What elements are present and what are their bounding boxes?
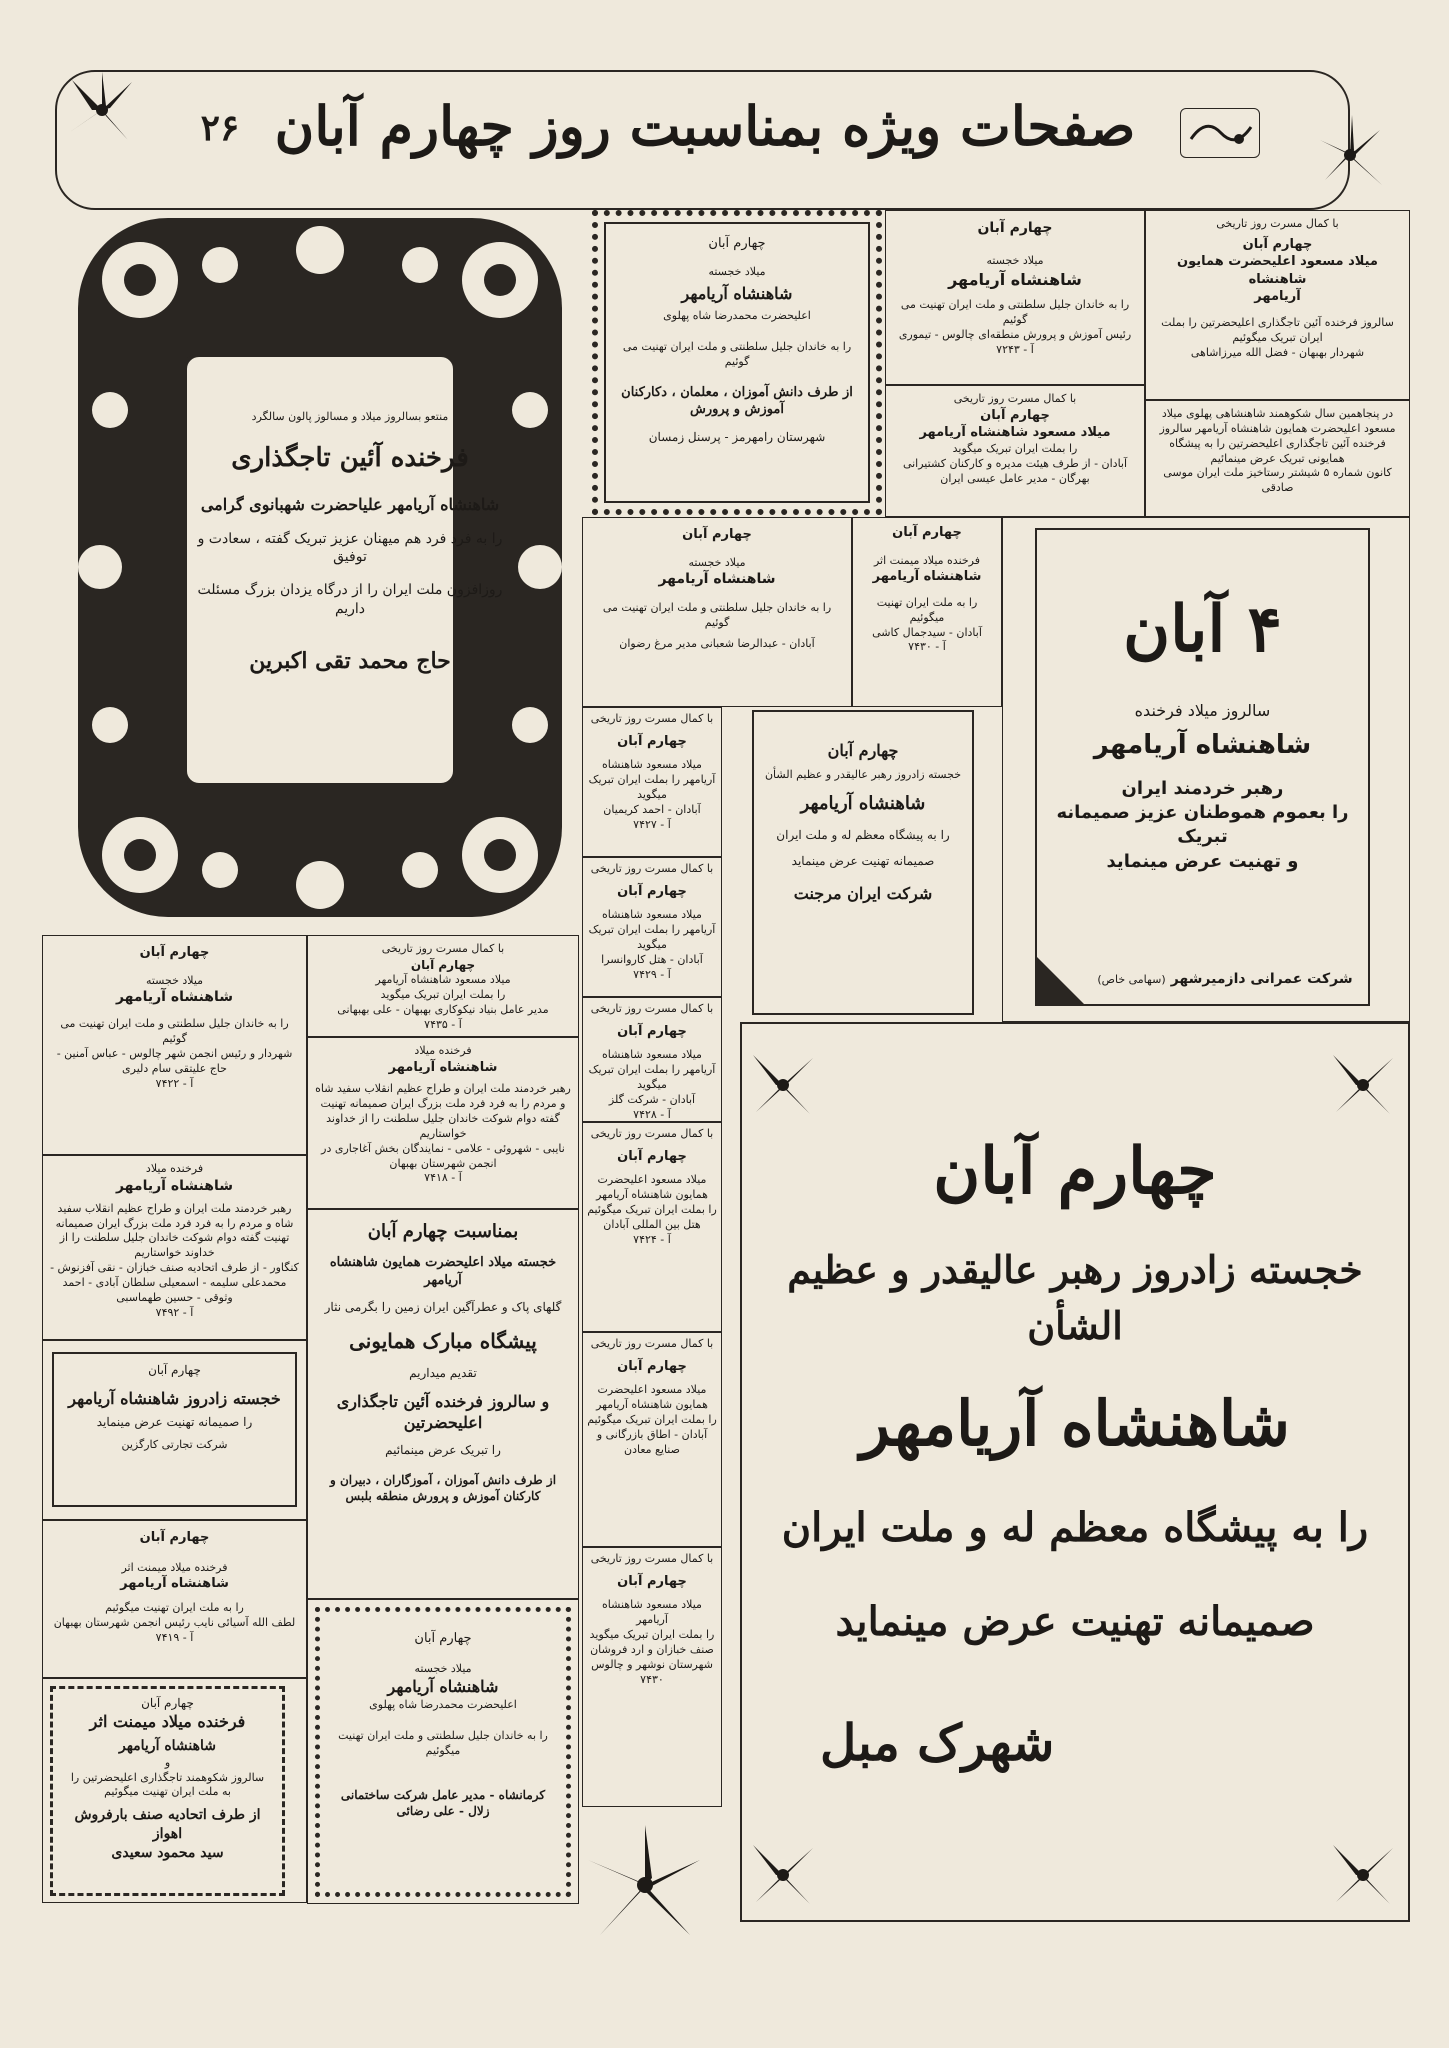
ad-line: آریامهر	[1254, 289, 1301, 305]
ad-line: نایبی - شهروئی - علامی - نمایندگان بخش آغاجاری در انجمن شهرستان بهبهان	[321, 1141, 565, 1170]
ad-box	[852, 517, 1002, 707]
ad-line: آ - ۷۴۲۹	[633, 967, 671, 981]
ad-line: آبادان - احمد کریمیان	[603, 802, 701, 816]
ad-line: شهرستان رامهرمز - پرسنل زمسان	[648, 429, 826, 444]
ad-line: آ - ۷۴۲۴	[633, 1232, 671, 1246]
ad-heading: بمناسبت چهارم آبان	[367, 1221, 519, 1242]
ad-line: را تبریک عرض مینمائیم	[385, 1442, 501, 1457]
ad-line: شهردار و رئیس انجمن شهر چالوس - عباس آمنین - حاج علیتقی سام دلیری	[56, 1046, 293, 1075]
ad-line: آ - ۷۴۲۸	[633, 1107, 671, 1121]
aban-ad-signature	[1090, 968, 1360, 987]
ad-line: چهارم آبان	[977, 220, 1053, 236]
ad-line: را بملت ایران تبریک میگوید صنف خبازان و ارد فروشان شهرستان نوشهر و چالوس	[589, 1628, 715, 1671]
ad-line: میلاد خجسته	[414, 1661, 472, 1675]
ad-line: با کمال مسرت روز تاریخی	[381, 942, 505, 955]
ad-box	[42, 1155, 307, 1340]
ad-box	[307, 935, 579, 1037]
ad-line: رهبر خردمند ملت ایران و طراح عظیم انقلاب سفید شاه و مردم را به فرد فرد ملت بزرگ ایران صمیمانه تهنیت گفته دوام شوکت خاندان جلیل سلطنت را از خداوند خواستاریم	[55, 1201, 294, 1260]
ad-line: را بملت ایران تبریک میگوید	[952, 441, 1078, 455]
ad-signature: کرمانشاه - مدیر عامل شرکت ساختمانی زلال - علی رضائی	[340, 1787, 546, 1818]
aban-ad-corner-triangle-icon	[1035, 955, 1085, 1005]
ad-heading: شاهنشاه آریامهر	[387, 1677, 499, 1697]
ornate-ad-line: را به فرد فرد هم میهنان عزیز تبریک گفته ، سعادت و توفیق	[197, 530, 503, 566]
ad-line: آ - ۷۴۲۷	[633, 817, 671, 831]
ad-line: مدیر عامل بنیاد نیکوکاری بهبهان - علی بهبهانی	[337, 1002, 549, 1016]
ad-line: خجسته زادروز رهبر عالیقدر و عظیم الشأن	[787, 1247, 1363, 1348]
ad-line: پیشگاه مبارک همایونی	[349, 1328, 537, 1353]
ad-line: (سهامی خاص)	[1097, 973, 1166, 986]
page-title: صفحات ویژه بمناسبت روز چهارم آبان	[274, 94, 1136, 158]
ad-line: چهارم آبان	[980, 407, 1050, 423]
ad-line: میلاد مسعود شاهنشاه آریامهر را بملت ایران تبریک میگوید	[588, 908, 716, 952]
ad-line: با کمال مسرت روز تاریخی	[1216, 217, 1339, 230]
ad-box	[885, 210, 1145, 385]
ad-line: سالروز میلاد فرخنده	[1134, 701, 1271, 720]
ad-box	[582, 857, 722, 997]
ad-line: آ - ۷۴۹۲	[155, 1305, 194, 1319]
ad-line: چهارم آبان	[148, 1363, 201, 1377]
small-ads-column	[582, 707, 722, 1807]
ad-box	[885, 385, 1145, 517]
ad-line: چهارم آبان	[892, 525, 962, 540]
ad-heading: شاهنشاه آریامهر	[681, 284, 793, 304]
ad-signature: سید محمود سعیدی	[111, 1844, 224, 1861]
ad-line: میلاد مسعود شاهنشاه آریامهر	[602, 1598, 702, 1627]
ad-line: چهارم آبان	[410, 957, 476, 972]
ad-line: را به ملت ایران تهنیت میگوئیم	[876, 595, 978, 624]
ad-line: آ - ۷۴۱۸	[424, 1171, 462, 1185]
ad-line: و تهنیت عرض مینماید	[1106, 850, 1299, 872]
ad-line: و	[164, 1755, 171, 1769]
ad-line: میلاد مسعود شاهنشاه آریامهر را بملت ایران تبریک میگوید	[588, 1048, 716, 1092]
ad-line: با کمال مسرت روز تاریخی	[590, 1127, 714, 1140]
decorative-flower-icon	[580, 1820, 710, 1950]
ad-line: و سالروز فرخنده آئین تاجگذاری اعلیحضرتین	[336, 1391, 550, 1433]
ornate-ad-line: منتعو بسالروز میلاد و مسالوز پالون سالگرد	[251, 410, 449, 423]
ad-heading: شاهنشاه آریامهر	[115, 1177, 234, 1194]
ad-line: فرخنده میلاد میمنت اثر	[873, 553, 981, 567]
school-ad-text	[612, 235, 862, 445]
ad-line: را به خاندان جلیل سلطنتی و ملت ایران تهنیت می گوئیم	[900, 298, 1130, 327]
ad-line: فرخنده میلاد	[145, 1162, 204, 1175]
ad-line: را به ملت ایران تهنیت میگوئیم	[105, 1600, 244, 1614]
ad-line: آ - ۷۴۳۰	[908, 640, 946, 654]
ad-signature: شرکت ایران مرجنت	[793, 884, 933, 904]
ad-line: را صمیمانه تهنیت عرض مینماید	[96, 1414, 253, 1429]
ad-line: از طرف اتحادیه صنف بارفروش اهواز	[74, 1807, 261, 1843]
ad-line: را به خاندان جلیل سلطنتی و ملت ایران تهنیت می گوئیم	[622, 339, 852, 368]
ad-line: رئیس آموزش و پرورش منطقه‌ای چالوس - تیموری	[898, 328, 1132, 342]
ad-line: چهارم آبان	[139, 945, 210, 960]
big-ad-corner-flower-icon	[1328, 1840, 1398, 1910]
ad-box	[307, 1037, 579, 1209]
ad-line: میلاد خجسته	[688, 555, 746, 569]
ad-line: با کمال مسرت روز تاریخی	[590, 712, 714, 725]
big-ad-text	[780, 1130, 1370, 1776]
ad-line: چهارم آبان	[141, 1696, 194, 1710]
ornate-ad-text	[190, 410, 510, 677]
ad-heading: چهارم آبان	[617, 1358, 687, 1374]
ad-heading: شاهنشاه آریامهر	[948, 269, 1082, 289]
ad-line: میلاد خجسته	[708, 264, 766, 278]
ad-line: آ - ۷۲۴۳	[996, 342, 1034, 356]
ad-heading: چهارم آبان	[617, 1573, 687, 1589]
ad-box	[1145, 210, 1410, 400]
ad-box-dotted	[50, 1686, 285, 1896]
ad-line: چهارم آبان	[827, 741, 899, 760]
ad-heading: شاهنشاه آریامهر	[658, 571, 776, 588]
ad-line: خجسته زادروز رهبر عالیقدر و عظیم الشأن	[764, 767, 962, 781]
ad-line: میلاد خجسته	[145, 973, 204, 987]
ornate-ad-signature: حاج محمد تقی اکبرین	[249, 648, 451, 675]
ad-heading: شاهنشاه آریامهر	[872, 569, 982, 585]
ad-line: آ - ۷۴۱۹	[155, 1630, 194, 1644]
ad-line: فرخنده میلاد میمنت اثر	[121, 1560, 228, 1574]
ad-line: را بملت ایران تبریک میگوید	[380, 987, 506, 1001]
ad-heading: شاهنشاه آریامهر	[120, 1576, 229, 1592]
ad-line: سالروز فرخنده آئین تاجگذاری اعلیحضرتین را بملت ایران تبریک میگوئیم	[1161, 316, 1394, 344]
ad-line: شهردار بهبهان - فضل الله میرزاشاهی	[1190, 345, 1365, 359]
ad-line: را بملت ایران تبریک میگوئیم هتل بین المللی آبادان	[587, 1203, 717, 1231]
ad-heading: چهارم آبان	[617, 733, 687, 749]
ad-heading: چهارم آبان	[617, 883, 687, 899]
ad-line: با کمال مسرت روز تاریخی	[953, 392, 1077, 405]
ad-line: میلاد خجسته	[986, 253, 1044, 267]
ad-heading: شاهنشاه آریامهر	[388, 1059, 498, 1075]
ad-line: میلاد مسعود اعلیحضرت همایون شاهنشاه آریامهر	[596, 1383, 708, 1412]
ad-heading: شاهنشاه آریامهر	[1093, 729, 1312, 760]
ad-line: چهارم آبان	[708, 236, 766, 251]
ad-line: سالروز شکوهمند تاجگذاری اعلیحضرتین را	[70, 1770, 265, 1784]
ad-line: رهبر خردمند ایران	[1121, 777, 1284, 799]
ad-box	[42, 935, 307, 1155]
ad-line: میلاد مسعود شاهنشاه آریامهر را بملت ایران تبریک میگوید	[588, 758, 716, 802]
ad-line: میلاد مسعود اعلیحضرت همایون شاهنشاه آریامهر	[596, 1173, 708, 1202]
ad-box	[582, 997, 722, 1122]
aban-ad-big-title: ۴ آبان	[1123, 592, 1282, 667]
ad-heading: چهارم آبان	[617, 1023, 687, 1039]
ad-line: را به خاندان جلیل سلطنتی و ملت ایران تهنیت می گوئیم	[60, 1017, 289, 1046]
ad-line: صمیمانه تهنیت عرض مینماید	[835, 1598, 1315, 1645]
ad-heading: شاهنشاه آریامهر	[115, 989, 234, 1006]
newspaper-logo-icon	[1180, 108, 1260, 158]
ad-line: چهارم آبان	[682, 527, 752, 542]
ad-line: لطف الله آسیائی نایب رئیس انجمن شهرستان بهبهان	[53, 1615, 296, 1629]
ad-line: کانون شماره ۵ شیشتر رستاخیز ملت ایران موسی صادقی	[1163, 466, 1392, 495]
ad-box	[42, 1520, 307, 1678]
ad-line: را بملت ایران تبریک میگوئیم آبادان - اطاق بازرگانی و صنایع معادن	[587, 1413, 717, 1456]
ad-line: با کمال مسرت روز تاریخی	[590, 1002, 714, 1015]
ad-line: با کمال مسرت روز تاریخی	[590, 1552, 714, 1565]
ad-line: فرخنده میلاد	[414, 1044, 472, 1057]
big-ad-corner-flower-icon	[748, 1050, 818, 1120]
ad-heading: شاهنشاه آریامهر	[800, 793, 926, 815]
ad-line: چهارم آبان	[414, 1631, 472, 1646]
ad-line: ۷۴۳۰	[640, 1672, 664, 1686]
aban-ad-text	[1045, 700, 1360, 874]
ad-box-dotted	[315, 1607, 571, 1897]
ad-line: آبادان - عبدالرضا شعبانی مدیر مرغ رضوان	[619, 636, 815, 650]
big-ad-title: چهارم آبان	[933, 1134, 1217, 1209]
ad-line: را به خاندان جلیل سلطنتی و ملت ایران تهنیت میگوئیم	[338, 1728, 548, 1757]
big-ad-corner-flower-icon	[1328, 1050, 1398, 1120]
ad-line: در پنجاهمین سال شکوهمند شاهنشاهی پهلوی میلاد مسعود اعلیحضرت همایون شاهنشاه آریامهر سالروز فرخنده آئین تاجگذاری اعلیحضرتین را به پیشگاه همایونی تبریک عرض مینمائیم	[1159, 407, 1396, 465]
ad-line: به ملت ایران تهنیت میگوئیم	[104, 1785, 231, 1799]
corner-flower-right-icon	[1310, 110, 1390, 200]
ad-heading: میلاد مسعود شاهنشاه آریامهر	[375, 973, 511, 987]
ad-line: خجسته میلاد اعلیحضرت همایون شاهنشاه آریامهر	[329, 1255, 557, 1288]
ornate-ad-line: روزافزون ملت ایران را از درگاه یزدان بزرگ مسئلت داریم	[197, 582, 503, 618]
ad-line: آ - ۷۴۲۲	[155, 1076, 194, 1090]
ad-line: از طرف دانش آموزان ، معلمان ، دکارکنان آموزش و پرورش	[621, 384, 853, 418]
corner-flower-left-icon	[62, 70, 142, 150]
ad-line: با کمال مسرت روز تاریخی	[590, 862, 714, 875]
ad-line: کنگاور - از طرف اتحادیه صنف خبازان - نقی آفزنوش - محمدعلی سلیمه - اسمعیلی سلطان آبادی - احمد وثوقی - حسین طهماسبی	[50, 1261, 299, 1304]
ad-line: تقدیم میداریم	[409, 1365, 477, 1380]
ad-box	[582, 1547, 722, 1807]
ad-line: چهارم آبان	[1242, 236, 1313, 252]
ad-heading: میلاد مسعود اعلیحضرت همایون شاهنشاه	[1177, 254, 1378, 287]
ad-box	[307, 1209, 579, 1599]
ad-heading: شاهنشاه آریامهر	[860, 1387, 1290, 1460]
ad-box	[582, 1122, 722, 1332]
ad-line: چهارم آبان	[139, 1530, 210, 1545]
ad-line: آ - ۷۴۳۵	[424, 1017, 462, 1031]
ad-box	[1145, 400, 1410, 517]
ornate-ad-line: شاهنشاه آریامهر علیاحضرت شهبانوی گرامی	[200, 494, 500, 514]
page-number: ۲۶	[200, 107, 240, 149]
ad-signature: شهرک مبل	[820, 1713, 1055, 1772]
ad-line: را به پیشگاه معظم له و ملت ایران	[776, 827, 950, 842]
ad-signature: شرکت عمرانی دازمیرشهر	[1170, 971, 1353, 987]
ad-line: آبادان - از طرف هیئت مدیره و کارکنان کشتیرانی بهرگان - مدیر عامل عیسی ایران	[902, 456, 1128, 485]
ad-line: اعلیحضرت محمدرضا شاه پهلوی	[663, 308, 811, 322]
ad-box	[582, 1332, 722, 1547]
ad-line: با کمال مسرت روز تاریخی	[590, 1337, 714, 1350]
ad-line: صمیمانه تهنیت عرض مینماید	[791, 853, 935, 868]
ad-line: آبادان - هتل کاروانسرا	[601, 952, 703, 966]
ornate-ad-heading: فرخنده آئین تاجگذاری	[231, 442, 469, 473]
ad-line: گلهای پاک و عطرآگین ایران زمین را بگرمی نثار	[324, 1300, 562, 1315]
big-ad-corner-flower-icon	[748, 1840, 818, 1910]
ad-box-inner	[52, 1352, 297, 1507]
ad-box	[582, 517, 852, 707]
ad-heading: چهارم آبان	[617, 1148, 687, 1164]
ad-signature: از طرف دانش آموزان ، آموزگاران ، دبیران و کارکنان آموزش و پرورش منطقه بلبس	[329, 1473, 557, 1504]
karyan-ad-text	[762, 740, 964, 905]
ad-line: رهبر خردمند ملت ایران و طراح عظیم انقلاب سفید شاه و مردم را به فرد فرد ملت بزرگ ایران صمیمانه تهنیت گفته دوام شوکت خاندان جلیل سلطنت را از خداوند خواستاریم	[315, 1082, 571, 1140]
ad-line: آبادان - شرکت گلز	[608, 1092, 696, 1106]
ad-line: اعلیحضرت محمدرضا شاه پهلوی	[369, 1697, 517, 1711]
ad-signature: شرکت تجارتی کارگزین	[121, 1437, 228, 1451]
ad-line: آبادان - سیدجمال کاشی	[872, 625, 982, 639]
ad-heading: فرخنده میلاد میمنت اثر	[89, 1712, 246, 1732]
ad-line: را به خاندان جلیل سلطنتی و ملت ایران تهنیت می گوئیم	[602, 601, 832, 630]
ad-heading: خجسته زادروز شاهنشاه آریامهر	[68, 1389, 281, 1409]
ad-box	[582, 707, 722, 857]
ad-line: را بعموم هموطنان عزیز صمیمانه تبریک	[1056, 801, 1349, 848]
ad-heading: میلاد مسعود شاهنشاه آریامهر	[919, 425, 1111, 441]
ad-line: را به پیشگاه معظم له و ملت ایران	[781, 1504, 1369, 1551]
ad-line: شاهنشاه آریامهر	[118, 1737, 217, 1754]
